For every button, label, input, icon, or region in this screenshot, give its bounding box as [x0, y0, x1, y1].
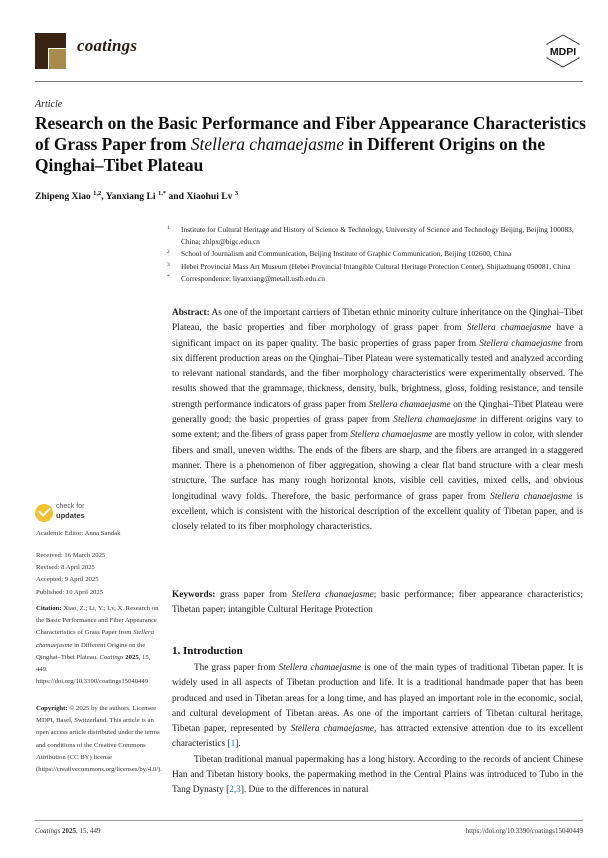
copyright-notice: Copyright: © 2025 by the authors. Licensee MDPI, Basel, Switzerland. This article is an open access article distributed under the terms and conditions of the Creative Commons Attribution (CC BY) license (https://creativecommons.org/licenses/by/4.0/). [36, 705, 162, 774]
checkmark-icon [35, 504, 53, 522]
academic-editor: Academic Editor: Anna Sandak [36, 530, 121, 537]
introduction-body [172, 661, 583, 799]
affiliation-item: 2 School of Journalism and Communication, Beijing Institute of Graphic Communication, Beijing 102600, China [167, 249, 512, 259]
affiliation-item: 1 Institute for Cultural Heritage and History of Science & Technology, University of Science and Technology Beijing, Beijing 100083, China; zhipx@bigc.edu.cn [167, 225, 574, 247]
header-divider [35, 81, 583, 82]
publication-dates [36, 550, 160, 599]
check-for-updates-button[interactable]: check for updates [35, 503, 95, 523]
journal-logo [35, 33, 75, 69]
citation-doi-link[interactable]: , 15, 449. https://doi.org/10.3390/coatings15040449 [36, 653, 151, 686]
section-heading-introduction: 1. Introduction [172, 645, 243, 657]
author-link[interactable]: Zhipeng Xiao [35, 191, 91, 202]
paragraph: Tibetan traditional manual papermaking has a long history. According to the records of ancient Chinese Han and Tibetan history books, the papermaking method in the Central Plains was introduced to Tubo in the Tang Dynasty [2,3]. Due to the differences in natural [172, 754, 583, 796]
received-date: Received: 16 March 2025 [36, 552, 106, 559]
affiliations [167, 224, 587, 285]
accepted-date: Accepted: 9 April 2025 [36, 576, 99, 584]
author-link[interactable]: Xiaohui Lv [186, 191, 233, 202]
published-date: Published: 10 April 2025 [36, 588, 104, 596]
revised-date: Revised: 8 April 2025 [36, 564, 95, 572]
article-title: Research on the Basic Performance and Fiber Appearance Characteristics of Grass Paper from Stellera chamaejasme in Different Origins on the Qinghai–Tibet Plateau [35, 113, 586, 175]
affiliation-item: 3 Hebei Provincial Mass Art Museum (Hebei Provincial Intangible Cultural Heritage Protection Center), Shijiazhuang 050081, China [167, 261, 571, 271]
keywords: Keywords: grass paper from Stellera chanaejasme; basic performance; fiber appearance characteristics; Tibetan paper; intangible Cultural Heritage Protection [172, 590, 583, 616]
paragraph: The grass paper from Stellera chamaejasme is one of the main types of traditional Tibetan paper. It is widely used in all aspects of Tibetan production and life. It is a traditional handmade paper that has been produced and used in Tibetan areas for a long time, and has played an important role in the economic, social, and cultural development of Tibetan areas. As one of the important carriers of Tibetan cultural heritage, Tibetan paper, represented by Stellera chamaejasme, has attracted extensive attention due to its excellent characteristics [1]. [172, 663, 584, 750]
mdpi-logo-icon [543, 33, 583, 69]
svg-text:MDPI: MDPI [549, 46, 577, 58]
logo-gold-square [48, 48, 66, 69]
journal-name: coatings [77, 36, 138, 55]
reference-link[interactable]: 2,3 [229, 785, 241, 796]
article-type: Article [35, 99, 63, 110]
reference-link[interactable]: 1 [230, 739, 236, 750]
abstract: Abstract: As one of the important carriers of Tibetan ethnic minority culture inheritance on the Qinghai–Tibet Plateau, the basic properties and fiber morphology of grass paper from Stellera chamaejasme have a significant impact on its paper quality. The basic properties of grass paper from Stellera chamaejasme from six different production areas on the Qinghai–Tibet Plateau were systematically tested and analyzed according to relevant national standards, and the fiber morphology characteristics were experimentally observed. The results showed that the grammage, thickness, density, bulk, brightness, gloss, folding resistance, and tensile strength performance indicators of grass paper from Stellera chamaejasme on the Qinghai–Tibet Plateau were generally good; the basic properties of grass paper from Stellera chamaejasme in different origins vary to some extent; and the fibers of grass paper from Stellera chamaejasme are mostly yellow in color, with slender fibers and small, uneven widths. The ends of the fibers are sharp, and the fibers are arranged in a staggered manner. There is a phenomenon of fiber aggregation, showing a clear flat band structure with a clear mesh structure. The surface has many rough horizontal knots, visible cell cavities, mixed cells, and obvious longitudinal wavy folds. Therefore, the basic performance of grass paper from Stellera chanaejasme is excellent, which is consistent with the historical description of the excellent quality of Tibetan paper, and is closely related to its fiber morphology characteristics. [172, 308, 584, 533]
correspondence: * Correspondence: liyanxiang@metall.ustb.edu.cn [167, 273, 325, 283]
footer-citation: Coatings 2025, 15, 449 [35, 827, 101, 835]
author-link[interactable]: Yanxiang Li [105, 191, 156, 202]
footer-divider [35, 820, 583, 821]
author-list: Zhipeng Xiao $^{1,2}$, Yanxiang Li $^{1,*}$ and Xiaohui Lv $^3$ [35, 190, 239, 202]
footer-doi-link[interactable]: https://doi.org/10.3390/coatings15040449 [465, 827, 583, 835]
citation: Citation: Xiao, Z.; Li, Y.; Lv, X. Research on the Basic Performance and Fiber Appearance Characteristics of Grass Paper from Stellera chamaejasme in Different Origins on the Qinghai–Tibet Plateau. Coatings 2025, 15, 449. https://doi.org/10.3390/coatings15040449 [36, 605, 159, 686]
